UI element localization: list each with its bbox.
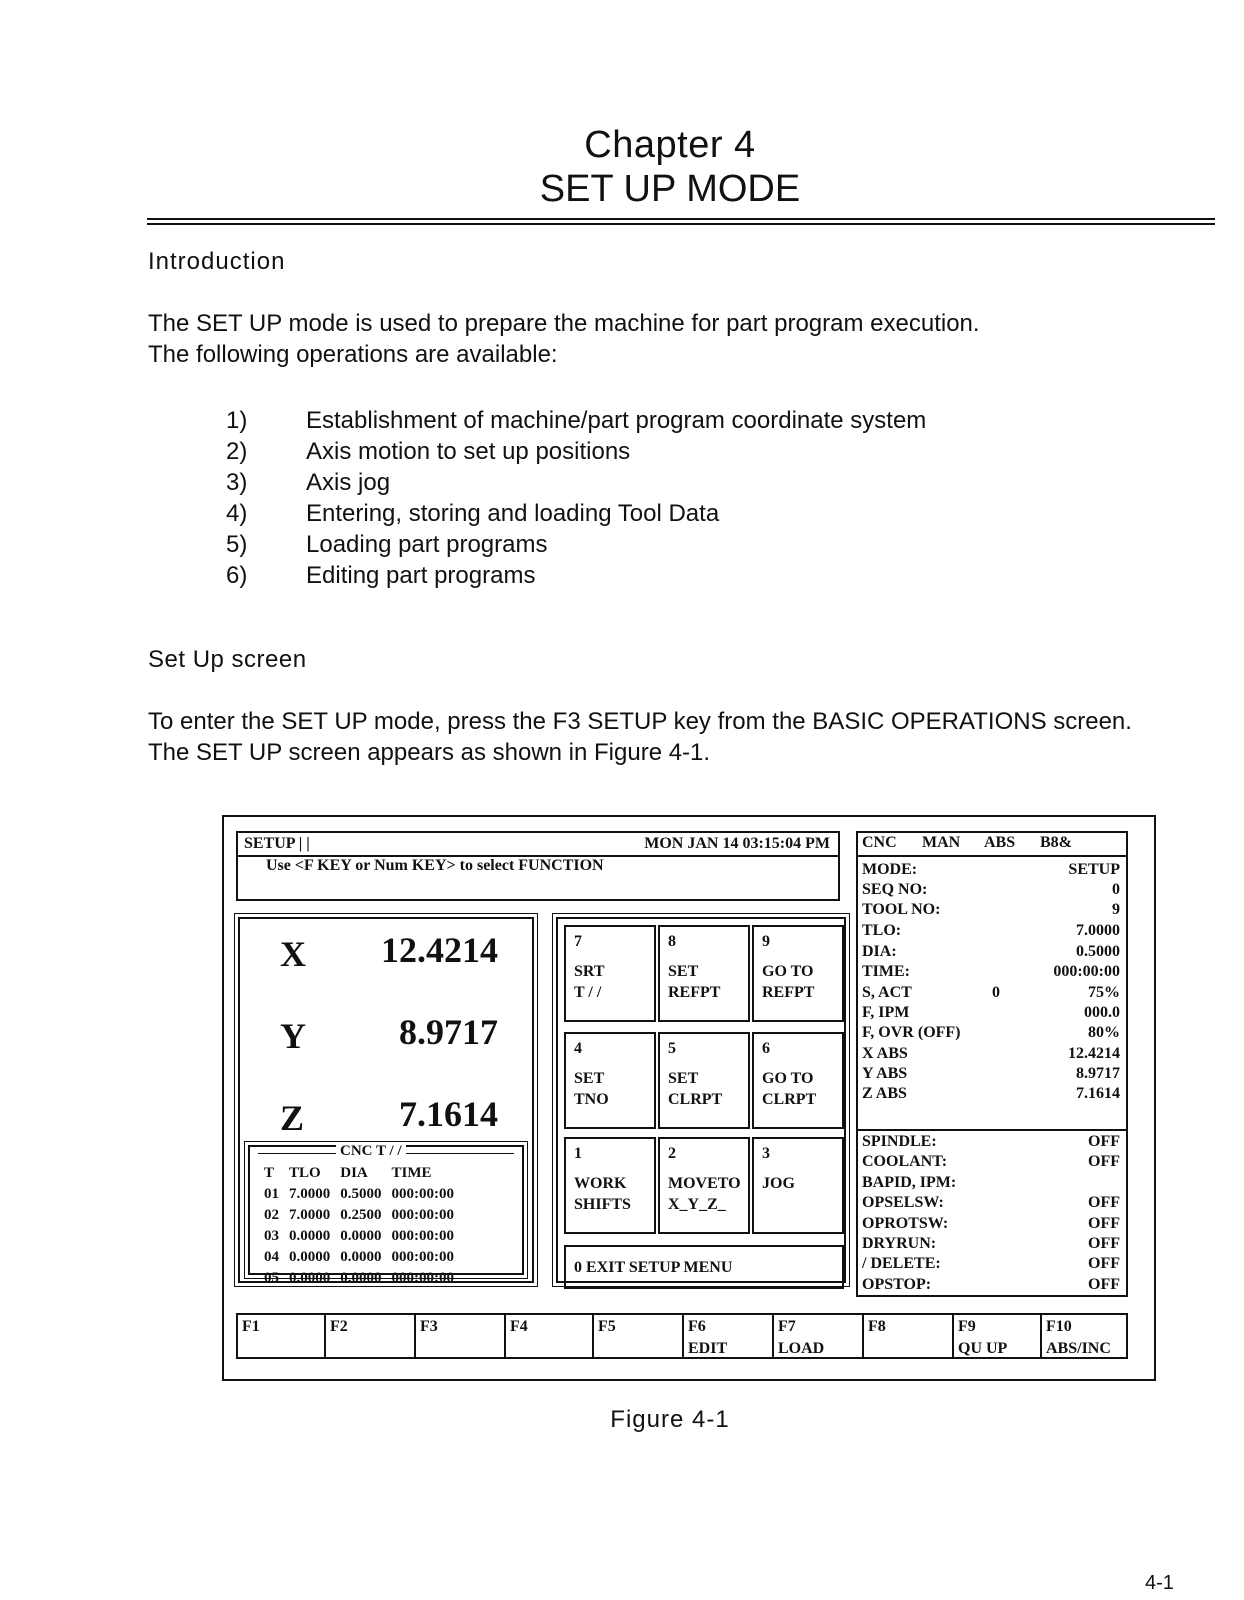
status-tlo: TLO: 7.0000 bbox=[862, 922, 1120, 939]
status-mode: MODE: SETUP bbox=[862, 861, 1120, 878]
setup-heading: Set Up screen bbox=[148, 646, 307, 673]
axis-letter-y: Y bbox=[280, 1016, 306, 1056]
datetime: MON JAN 14 03:15:04 PM bbox=[644, 835, 830, 852]
key-5-set-clrpt[interactable]: 5 SET CLRPT bbox=[658, 1032, 750, 1129]
list-item: 3) Axis jog bbox=[226, 469, 391, 496]
figure-caption: Figure 4-1 bbox=[610, 1406, 730, 1433]
status-f-ovr: F, OVR (OFF) 80% bbox=[862, 1024, 1120, 1041]
status-y-abs: Y ABS 8.9717 bbox=[862, 1065, 1120, 1082]
f3-key[interactable]: F3 bbox=[416, 1315, 506, 1359]
status-s-act: S, ACT 0 75% bbox=[862, 984, 1120, 1001]
table-row: 04 0.0000 0.0000 000:00:00 bbox=[264, 1249, 454, 1265]
key-7-srt[interactable]: 7 SRT T / / bbox=[564, 925, 656, 1022]
f5-key[interactable]: F5 bbox=[594, 1315, 684, 1359]
list-item: 1) Establishment of machine/part program coordinate system bbox=[226, 407, 927, 434]
intro-paragraph-2: The following operations are available: bbox=[148, 341, 558, 368]
list-item: 4) Entering, storing and loading Tool Data bbox=[226, 500, 720, 527]
switch-rapid-ipm: BAPID, IPM: bbox=[862, 1174, 957, 1191]
instruction-text: Use <F KEY or Num KEY> to select FUNCTION bbox=[266, 857, 604, 874]
key-2-moveto[interactable]: 2 MOVETO X_Y_Z_ bbox=[658, 1137, 750, 1234]
table-row: 01 7.0000 0.5000 000:00:00 bbox=[264, 1186, 454, 1202]
table-header-row: T TLO DIA TIME bbox=[264, 1165, 432, 1181]
setup-paragraph-2: The SET UP screen appears as shown in Figure 4-1. bbox=[148, 739, 711, 766]
status-panel bbox=[856, 831, 1128, 1297]
switch-opstop: OPSTOP: OFF bbox=[862, 1276, 1120, 1293]
table-row: 03 0.0000 0.0000 000:00:00 bbox=[264, 1228, 454, 1244]
function-keypad bbox=[556, 917, 846, 1283]
tool-table-panel bbox=[248, 1143, 524, 1286]
key-8-set-refpt[interactable]: 8 SET REFPT bbox=[658, 925, 750, 1022]
header-panel bbox=[236, 831, 840, 901]
key-3-jog[interactable]: 3 JOG bbox=[752, 1137, 844, 1234]
tool-table-title: CNC T / / bbox=[336, 1143, 406, 1160]
key-6-goto-clrpt[interactable]: 6 GO TO CLRPT bbox=[752, 1032, 844, 1129]
title-rule-top bbox=[147, 218, 1215, 220]
list-item: 6) Editing part programs bbox=[226, 562, 536, 589]
status-x-abs: X ABS 12.4214 bbox=[862, 1045, 1120, 1062]
axis-letter-z: Z bbox=[280, 1098, 305, 1138]
table-row: 05 0.0000 0.0000 000:00:00 bbox=[264, 1270, 454, 1286]
chapter-subtitle: SET UP MODE bbox=[539, 168, 801, 210]
status-time: TIME: 000:00:00 bbox=[862, 963, 1120, 980]
axis-letter-x: X bbox=[280, 934, 306, 974]
f6-edit-key[interactable]: F6 EDIT bbox=[684, 1315, 774, 1359]
switch-delete: / DELETE: OFF bbox=[862, 1255, 1120, 1272]
status-z-abs: Z ABS 7.1614 bbox=[862, 1085, 1120, 1102]
list-item: 5) Loading part programs bbox=[226, 531, 548, 558]
mode-label: SETUP | | bbox=[244, 835, 310, 852]
key-1-work-shifts[interactable]: 1 WORK SHIFTS bbox=[564, 1137, 656, 1234]
axis-value-z: 7.1614 bbox=[399, 1094, 498, 1134]
f7-load-key[interactable]: F7 LOAD bbox=[774, 1315, 864, 1359]
switch-opselsw: OPSELSW: OFF bbox=[862, 1194, 1120, 1211]
f10-abs-inc-key[interactable]: F10 ABS/INC bbox=[1046, 1318, 1111, 1357]
intro-paragraph-1: The SET UP mode is used to prepare the machine for part program execution. bbox=[148, 310, 980, 337]
f9-qu-up-key[interactable]: F9 QU UP bbox=[954, 1315, 1042, 1359]
f1-key[interactable]: F1 bbox=[238, 1315, 326, 1359]
switch-spindle: SPINDLE: OFF bbox=[862, 1133, 1120, 1150]
function-key-bar bbox=[236, 1313, 1128, 1359]
chapter-title: Chapter 4 bbox=[584, 124, 756, 166]
list-item: 2) Axis motion to set up positions bbox=[226, 438, 631, 465]
switch-dryrun: DRYRUN: OFF bbox=[862, 1235, 1120, 1252]
axis-value-y: 8.9717 bbox=[399, 1012, 498, 1052]
axis-value-x: 12.4214 bbox=[381, 930, 498, 970]
switch-coolant: COOLANT: OFF bbox=[862, 1153, 1120, 1170]
status-seq-no: SEQ NO: 0 bbox=[862, 881, 1120, 898]
page-number: 4-1 bbox=[1145, 1572, 1174, 1594]
exit-setup-menu-key[interactable]: 0 EXIT SETUP MENU bbox=[564, 1245, 844, 1289]
table-row: 02 7.0000 0.2500 000:00:00 bbox=[264, 1207, 454, 1223]
key-4-set-tno[interactable]: 4 SET TNO bbox=[564, 1032, 656, 1129]
f4-key[interactable]: F4 bbox=[506, 1315, 594, 1359]
status-tool-no: TOOL NO: 9 bbox=[862, 901, 1120, 918]
f2-key[interactable]: F2 bbox=[326, 1315, 416, 1359]
key-9-goto-refpt[interactable]: 9 GO TO REFPT bbox=[752, 925, 844, 1022]
axis-position-panel bbox=[238, 917, 534, 1286]
tool-table bbox=[264, 1163, 464, 1289]
f8-key[interactable]: F8 bbox=[864, 1315, 954, 1359]
setup-paragraph-1: To enter the SET UP mode, press the F3 SETUP key from the BASIC OPERATIONS screen. bbox=[148, 708, 1132, 735]
setup-screen-figure bbox=[222, 815, 1156, 1381]
intro-heading: Introduction bbox=[148, 248, 286, 275]
status-f-ipm: F, IPM 000.0 bbox=[862, 1004, 1120, 1021]
operations-list bbox=[226, 405, 926, 591]
status-dia: DIA: 0.5000 bbox=[862, 943, 1120, 960]
switch-oprotsw: OPROTSW: OFF bbox=[862, 1215, 1120, 1232]
title-rule-bottom bbox=[147, 223, 1215, 225]
status-header: CNC MAN ABS B8& bbox=[862, 834, 1072, 851]
